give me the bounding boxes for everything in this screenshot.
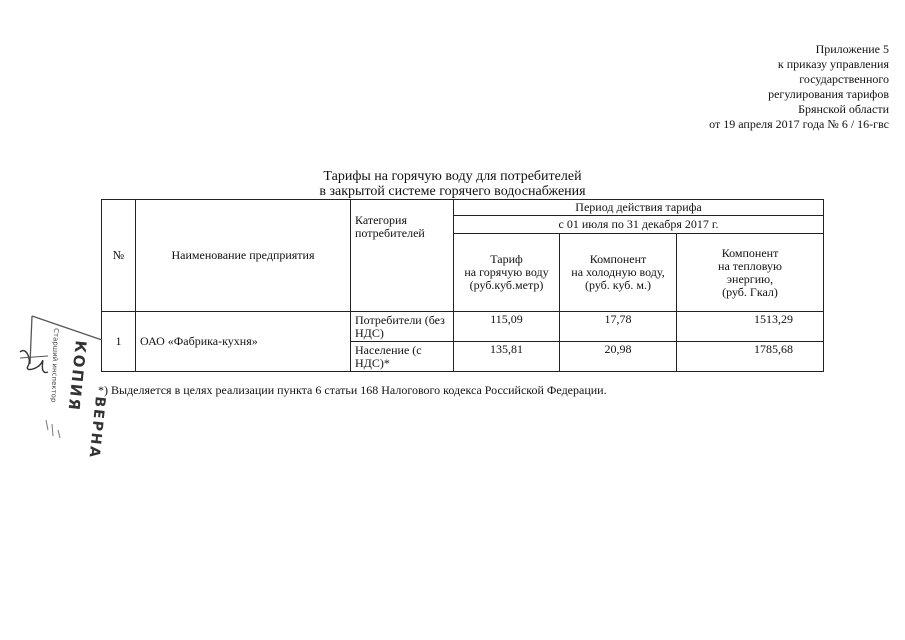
header-company: Наименование предприятия bbox=[136, 200, 351, 312]
stamp-faint-text-mark bbox=[46, 420, 60, 438]
appendix-line: от 19 апреля 2017 года № 6 / 16-гвс bbox=[709, 117, 889, 131]
header-tariff-line: на горячую воду bbox=[464, 265, 549, 279]
appendix-line: к приказу управления bbox=[777, 57, 889, 71]
row-category: Потребители (без НДС) bbox=[351, 312, 454, 342]
copy-stamp bbox=[18, 300, 110, 480]
header-tariff-line: Тариф bbox=[490, 252, 523, 266]
header-heat-line: энергию, bbox=[726, 271, 774, 286]
appendix-line: Брянской области bbox=[798, 102, 889, 116]
header-heat bbox=[677, 234, 824, 312]
header-tariff-line: (руб.куб.метр) bbox=[469, 278, 544, 292]
header-heat-line: (руб. Гкал) bbox=[722, 284, 778, 299]
appendix-block bbox=[709, 42, 889, 132]
stamp-text-inspector: Старший инспектор bbox=[49, 327, 60, 403]
row-tariff: 135,81 bbox=[454, 342, 560, 372]
header-tariff bbox=[454, 234, 560, 312]
row-heat: 1513,29 bbox=[677, 312, 824, 342]
row-heat: 1785,68 bbox=[677, 342, 824, 372]
header-cold-water bbox=[560, 234, 677, 312]
row-tariff: 115,09 bbox=[454, 312, 560, 342]
header-heat-line: на тепловую bbox=[718, 258, 782, 273]
footnote: *) Выделяется в целях реализации пункта 6 статьи 168 Налогового кодекса Российской Федерации. bbox=[98, 383, 607, 397]
header-number: № bbox=[102, 200, 136, 312]
header-period: Период действия тарифа bbox=[454, 200, 824, 216]
document-title bbox=[0, 169, 905, 199]
row-category: Население (с НДС)* bbox=[351, 342, 454, 372]
header-category: Категория потребителей bbox=[351, 200, 454, 312]
header-heat-line: Компонент bbox=[721, 245, 779, 260]
row-cold: 17,78 bbox=[560, 312, 677, 342]
header-period-dates: с 01 июля по 31 декабря 2017 г. bbox=[454, 216, 824, 234]
row-cold: 20,98 bbox=[560, 342, 677, 372]
stamp-frame-line bbox=[32, 316, 102, 340]
stamp-text-true: ВЕРНА bbox=[85, 395, 108, 460]
row-number: 1 bbox=[102, 312, 136, 372]
appendix-line: государственного bbox=[799, 72, 889, 86]
header-cold-line: на холодную воду, bbox=[571, 265, 665, 279]
row-company: ОАО «Фабрика-кухня» bbox=[136, 312, 351, 372]
signature-mark bbox=[20, 351, 48, 373]
tariff-table bbox=[101, 199, 824, 372]
signature-line bbox=[20, 356, 48, 358]
title-line: Тарифы на горячую воду для потребителей bbox=[323, 169, 582, 184]
header-cold-line: Компонент bbox=[589, 252, 647, 266]
title-line: в закрытой системе горячего водоснабжения bbox=[319, 184, 586, 199]
appendix-line: регулирования тарифов bbox=[768, 87, 889, 101]
stamp-text-copy: КОПИЯ bbox=[64, 339, 90, 413]
appendix-line: Приложение 5 bbox=[815, 42, 889, 56]
header-cold-line: (руб. куб. м.) bbox=[585, 278, 651, 292]
